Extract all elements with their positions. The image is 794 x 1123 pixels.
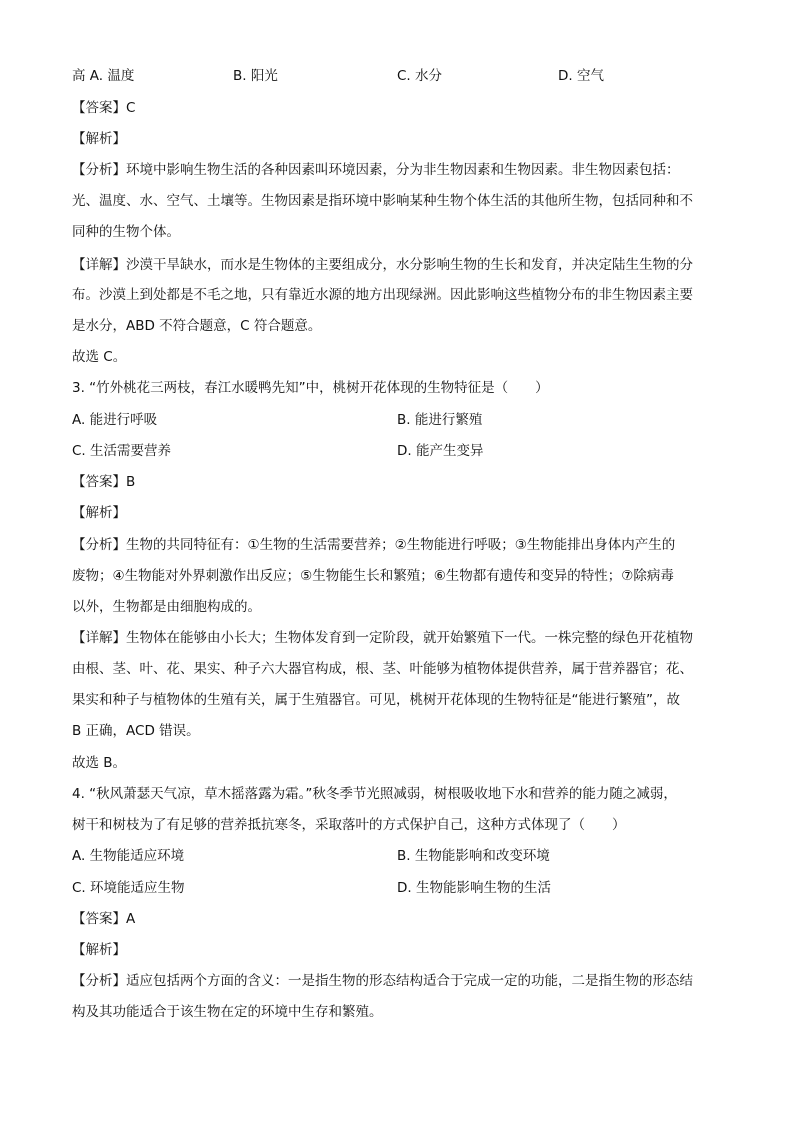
q3-option-a: A. 能进行呼吸 <box>72 412 158 428</box>
q2-answer: 【答案】C <box>72 100 136 116</box>
q2-fenxi-line: 【分析】环境中影响生物生活的各种因素叫环境因素，分为非生物因素和生物因素。非生物因素包括： <box>72 162 680 178</box>
q3-xiangjie-line: 【详解】生物体在能够由小长大；生物体发育到一定阶段，就开始繁殖下一代。一株完整的绿色开花植物 <box>72 630 693 646</box>
q3-choice: 故选 B。 <box>72 755 127 771</box>
q2-xiangjie-line: 是水分，ABD 不符合题意，C 符合题意。 <box>72 318 322 334</box>
q4-fenxi-line: 构及其功能适合于该生物在定的环境中生存和繁殖。 <box>72 1004 383 1020</box>
q3-analysis-heading: 【解析】 <box>72 505 126 521</box>
q3-xiangjie-line: 果实和种子与植物体的生殖有关，属于生殖器官。可见，桃树开花体现的生物特征是“能进行繁殖”，故 <box>72 692 680 708</box>
q2-option-c: C. 水分 <box>397 68 443 84</box>
q2-xiangjie-line: 【详解】沙漠干旱缺水，而水是生物体的主要组成分，水分影响生物的生长和发育，并决定陆生生物的分 <box>72 257 693 273</box>
q4-option-a: A. 生物能适应环境 <box>72 848 185 864</box>
q3-fenxi-line: 【分析】生物的共同特征有：①生物的生活需要营养；②生物能进行呼吸；③生物能排出身体内产生的 <box>72 537 676 553</box>
q2-option-b: B. 阳光 <box>233 68 278 84</box>
q4-answer: 【答案】A <box>72 911 136 927</box>
q3-option-d: D. 能产生变异 <box>397 443 484 459</box>
q4-option-c: C. 环境能适应生物 <box>72 880 185 896</box>
q4-fenxi-line: 【分析】适应包括两个方面的含义：一是指生物的形态结构适合于完成一定的功能，二是指生物的形态结 <box>72 973 693 989</box>
q3-xiangjie-line: B 正确，ACD 错误。 <box>72 723 200 739</box>
q4-stem-line: 树干和树枝为了有足够的营养抵抗寒冬，采取落叶的方式保护自己，这种方式体现了（ ） <box>72 817 626 833</box>
q2-fenxi-line: 光、温度、水、空气、土壤等。生物因素是指环境中影响某种生物个体生活的其他所生物，包括同种和不 <box>72 193 693 209</box>
q3-option-c: C. 生活需要营养 <box>72 443 172 459</box>
q3-xiangjie-line: 由根、茎、叶、花、果实、种子六大器官构成，根、茎、叶能够为植物体提供营养，属于营养器官；花、 <box>72 661 693 677</box>
q3-fenxi-line: 废物；④生物能对外界刺激作出反应；⑤生物能生长和繁殖；⑥生物都有遗传和变异的特性；⑦除病毒 <box>72 568 674 584</box>
q2-analysis-heading: 【解析】 <box>72 131 126 147</box>
q4-option-d: D. 生物能影响生物的生活 <box>397 880 551 896</box>
q2-option-d: D. 空气 <box>558 68 604 84</box>
q2-xiangjie-line: 布。沙漠上到处都是不毛之地，只有靠近水源的地方出现绿洲。因此影响这些植物分布的非生物因素主要 <box>72 287 693 303</box>
q3-stem: 3. “竹外桃花三两枝，春江水暖鸭先知”中，桃树开花体现的生物特征是（ ） <box>72 380 549 396</box>
q3-fenxi-line: 以外，生物都是由细胞构成的。 <box>72 599 261 615</box>
q4-option-b: B. 生物能影响和改变环境 <box>397 848 550 864</box>
q4-stem-line: 4. “秋风萧瑟天气凉，草木摇落露为霜。”秋冬季节光照减弱，树根吸收地下水和营养的能力随之减弱， <box>72 786 677 802</box>
q3-answer: 【答案】B <box>72 474 136 490</box>
q2-fenxi-line: 同种的生物个体。 <box>72 224 180 240</box>
q4-analysis-heading: 【解析】 <box>72 942 126 958</box>
q3-option-b: B. 能进行繁殖 <box>397 412 483 428</box>
q2-choice: 故选 C。 <box>72 349 127 365</box>
q2-option-a: 高 A. 温度 <box>72 68 135 84</box>
